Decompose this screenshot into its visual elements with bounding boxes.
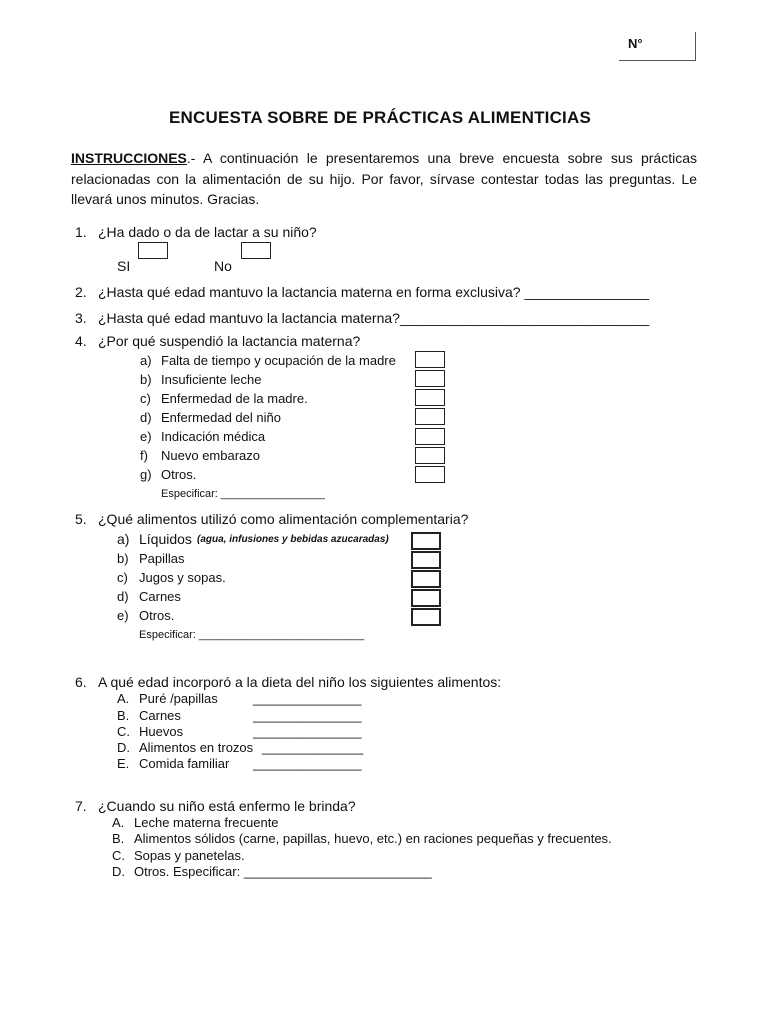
q4-option-text: Enfermedad del niño: [161, 410, 281, 425]
q5-specify-field[interactable]: Especificar: ___________________________: [139, 629, 365, 641]
q7-option-letter: A.: [112, 815, 125, 830]
q6-option-text: Alimentos en trozos: [139, 740, 254, 755]
q4-specify-field[interactable]: Especificar: _________________: [161, 488, 325, 500]
q6-option-letter: B.: [117, 708, 130, 723]
number-label: N°: [628, 36, 643, 51]
q6-number: 6.: [75, 674, 87, 690]
q6-option-letter: E.: [117, 756, 130, 771]
q4-option-text: Indicación médica: [161, 429, 266, 444]
q1-yes-label: SI: [117, 258, 131, 274]
q7-option-text: Sopas y panetelas.: [134, 848, 245, 863]
q1-text: ¿Ha dado o da de lactar a su niño?: [98, 224, 317, 240]
q5-option-text: Carnes: [139, 589, 181, 604]
q5-option-c-checkbox[interactable]: [411, 570, 441, 588]
q5-option-letter: c): [117, 570, 128, 585]
q4-option-text: Nuevo embarazo: [161, 448, 260, 463]
q5-option-text: Líquidos: [139, 531, 192, 547]
q5-option-letter: b): [117, 551, 129, 566]
q5-option-letter: d): [117, 589, 129, 604]
q7-option-letter: B.: [112, 831, 125, 846]
q6-option-text: Huevos: [139, 724, 184, 739]
q2-number: 2.: [75, 284, 87, 300]
number-field[interactable]: [619, 32, 696, 61]
q4-option-letter: b): [140, 372, 152, 387]
q6-option-blank[interactable]: _______________: [253, 756, 362, 771]
q1-number: 1.: [75, 224, 87, 240]
q6-option-letter: C.: [117, 724, 130, 739]
page-title: ENCUESTA SOBRE DE PRÁCTICAS ALIMENTICIAS: [168, 108, 591, 127]
q6-option-letter: D.: [117, 740, 130, 755]
instructions-text: .- A continuación le presentaremos una breve encuesta sobre sus prácticas relacionadas con la alimentación de su hijo. Por favor, sírvase contestar todas las preguntas. Le llevará unos minutos. Gracias.: [71, 150, 697, 207]
q5-option-a-checkbox[interactable]: [411, 532, 441, 550]
q7-option-letter: C.: [112, 848, 125, 863]
q5-option-text: Papillas: [139, 551, 185, 566]
q6-option-text: Puré /papillas: [139, 691, 218, 706]
q4-option-text: Otros.: [161, 467, 197, 482]
q5-option-e-checkbox[interactable]: [411, 608, 441, 626]
q5-option-letter: a): [117, 531, 130, 547]
instructions: [71, 148, 697, 210]
q6-option-text: Comida familiar: [139, 756, 230, 771]
q4-option-text: Enfermedad de la madre.: [161, 391, 308, 406]
q4-option-c-checkbox[interactable]: [415, 389, 445, 406]
q4-option-g-checkbox[interactable]: [415, 466, 445, 483]
q4-option-a-checkbox[interactable]: [415, 351, 445, 368]
q1-yes-checkbox[interactable]: [138, 242, 168, 259]
q4-option-letter: c): [140, 391, 151, 406]
q6-option-blank[interactable]: _______________: [253, 724, 362, 739]
q4-option-letter: g): [140, 467, 152, 482]
q4-option-letter: a): [140, 353, 152, 368]
q4-option-letter: f): [140, 448, 148, 463]
q5-option-b-checkbox[interactable]: [411, 551, 441, 569]
q4-option-letter: d): [140, 410, 152, 425]
q6-text: A qué edad incorporó a la dieta del niño los siguientes alimentos:: [98, 674, 502, 690]
instructions-label: INSTRUCCIONES: [71, 150, 187, 166]
q5-number: 5.: [75, 511, 87, 527]
q3-text[interactable]: ¿Hasta qué edad mantuvo la lactancia materna?________________________________: [98, 310, 650, 326]
q5-option-d-checkbox[interactable]: [411, 589, 441, 607]
q4-option-text: Insuficiente leche: [161, 372, 262, 387]
q5-option-letter: e): [117, 608, 129, 623]
q7-option-text[interactable]: Otros. Especificar: __________________________: [134, 864, 432, 879]
q7-option-text: Alimentos sólidos (carne, papillas, huevo, etc.) en raciones pequeñas y frecuentes.: [134, 831, 612, 846]
q5-option-note: (agua, infusiones y bebidas azucaradas): [197, 534, 389, 545]
q4-option-f-checkbox[interactable]: [415, 447, 445, 464]
q4-option-d-checkbox[interactable]: [415, 408, 445, 425]
q6-option-letter: A.: [117, 691, 130, 706]
q7-option-letter: D.: [112, 864, 125, 879]
q6-option-blank[interactable]: _______________: [253, 691, 362, 706]
q4-option-e-checkbox[interactable]: [415, 428, 445, 445]
q7-text: ¿Cuando su niño está enfermo le brinda?: [98, 798, 356, 814]
q1-no-label: No: [214, 258, 232, 274]
q6-option-blank[interactable]: ______________: [262, 740, 364, 755]
q6-option-text: Carnes: [139, 708, 181, 723]
q1-no-checkbox[interactable]: [241, 242, 271, 259]
q4-option-b-checkbox[interactable]: [415, 370, 445, 387]
q5-option-text: Jugos y sopas.: [139, 570, 226, 585]
q7-option-text: Leche materna frecuente: [134, 815, 279, 830]
q5-text: ¿Qué alimentos utilizó como alimentación complementaria?: [98, 511, 469, 527]
q5-option-text: Otros.: [139, 608, 175, 623]
q4-number: 4.: [75, 333, 87, 349]
q7-number: 7.: [75, 798, 87, 814]
q4-text: ¿Por qué suspendió la lactancia materna?: [98, 333, 361, 349]
q4-option-letter: e): [140, 429, 152, 444]
q4-option-text: Falta de tiempo y ocupación de la madre: [161, 353, 396, 368]
q2-text[interactable]: ¿Hasta qué edad mantuvo la lactancia materna en forma exclusiva? ________________: [98, 284, 650, 300]
q6-option-blank[interactable]: _______________: [253, 708, 362, 723]
q3-number: 3.: [75, 310, 87, 326]
